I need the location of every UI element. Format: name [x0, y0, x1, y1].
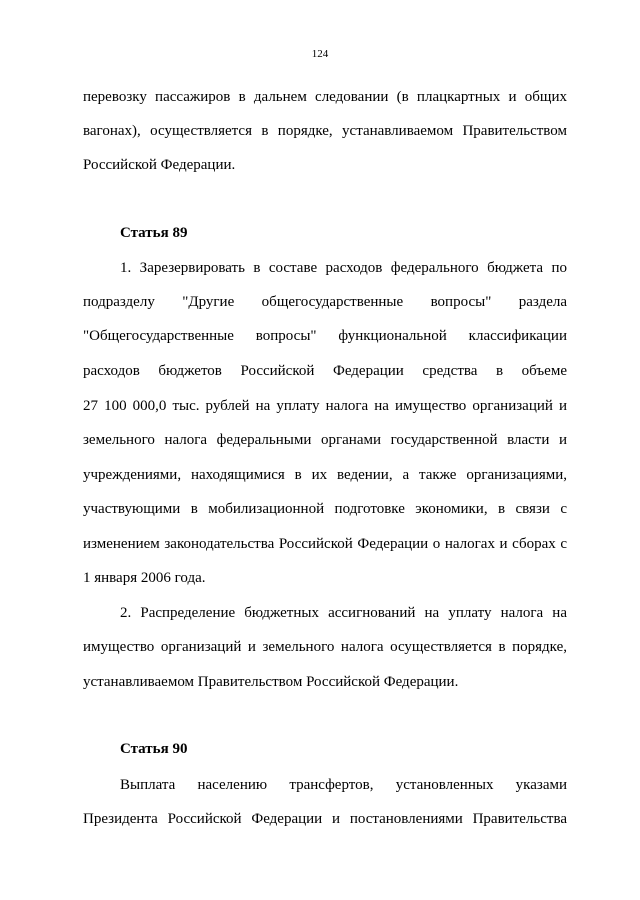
text-line: Выплата населению трансфертов, установленных указами [120, 777, 567, 793]
article-90-heading: Статья 90 [120, 741, 188, 757]
text-line: участвующими в мобилизационной подготовке экономики, в связи с [83, 501, 567, 517]
text-line: Президента Российской Федерации и постановлениями Правительства [83, 811, 567, 827]
text-line: 2. Распределение бюджетных ассигнований на уплату налога на [120, 605, 567, 621]
text-line: 27 100 000,0 тыс. рублей на уплату налога на имущество организаций и [83, 398, 567, 414]
text-line: 1 января 2006 года. [83, 570, 206, 586]
text-line: Российской Федерации. [83, 157, 236, 173]
text-line: учреждениями, находящимися в их ведении, а также организациями, [83, 467, 567, 483]
text-line: земельного налога федеральными органами государственной власти и [83, 432, 567, 448]
text-line: расходов бюджетов Российской Федерации средства в объеме [83, 363, 567, 379]
text-line: подразделу "Другие общегосударственные вопросы" раздела [83, 294, 567, 310]
article-89-heading: Статья 89 [120, 225, 188, 241]
text-line: вагонах), осуществляется в порядке, устанавливаемом Правительством [83, 123, 567, 139]
text-line: имущество организаций и земельного налога осуществляется в порядке, [83, 639, 567, 655]
text-line: перевозку пассажиров в дальнем следовании (в плацкартных и общих [83, 89, 567, 105]
page-number: 124 [311, 48, 329, 60]
text-line: 1. Зарезервировать в составе расходов федерального бюджета по [120, 260, 567, 276]
text-line: устанавливаемом Правительством Российской Федерации. [83, 674, 459, 690]
text-line: изменением законодательства Российской Федерации о налогах и сборах с [83, 536, 567, 552]
text-line: "Общегосударственные вопросы" функциональной классификации [83, 328, 567, 344]
